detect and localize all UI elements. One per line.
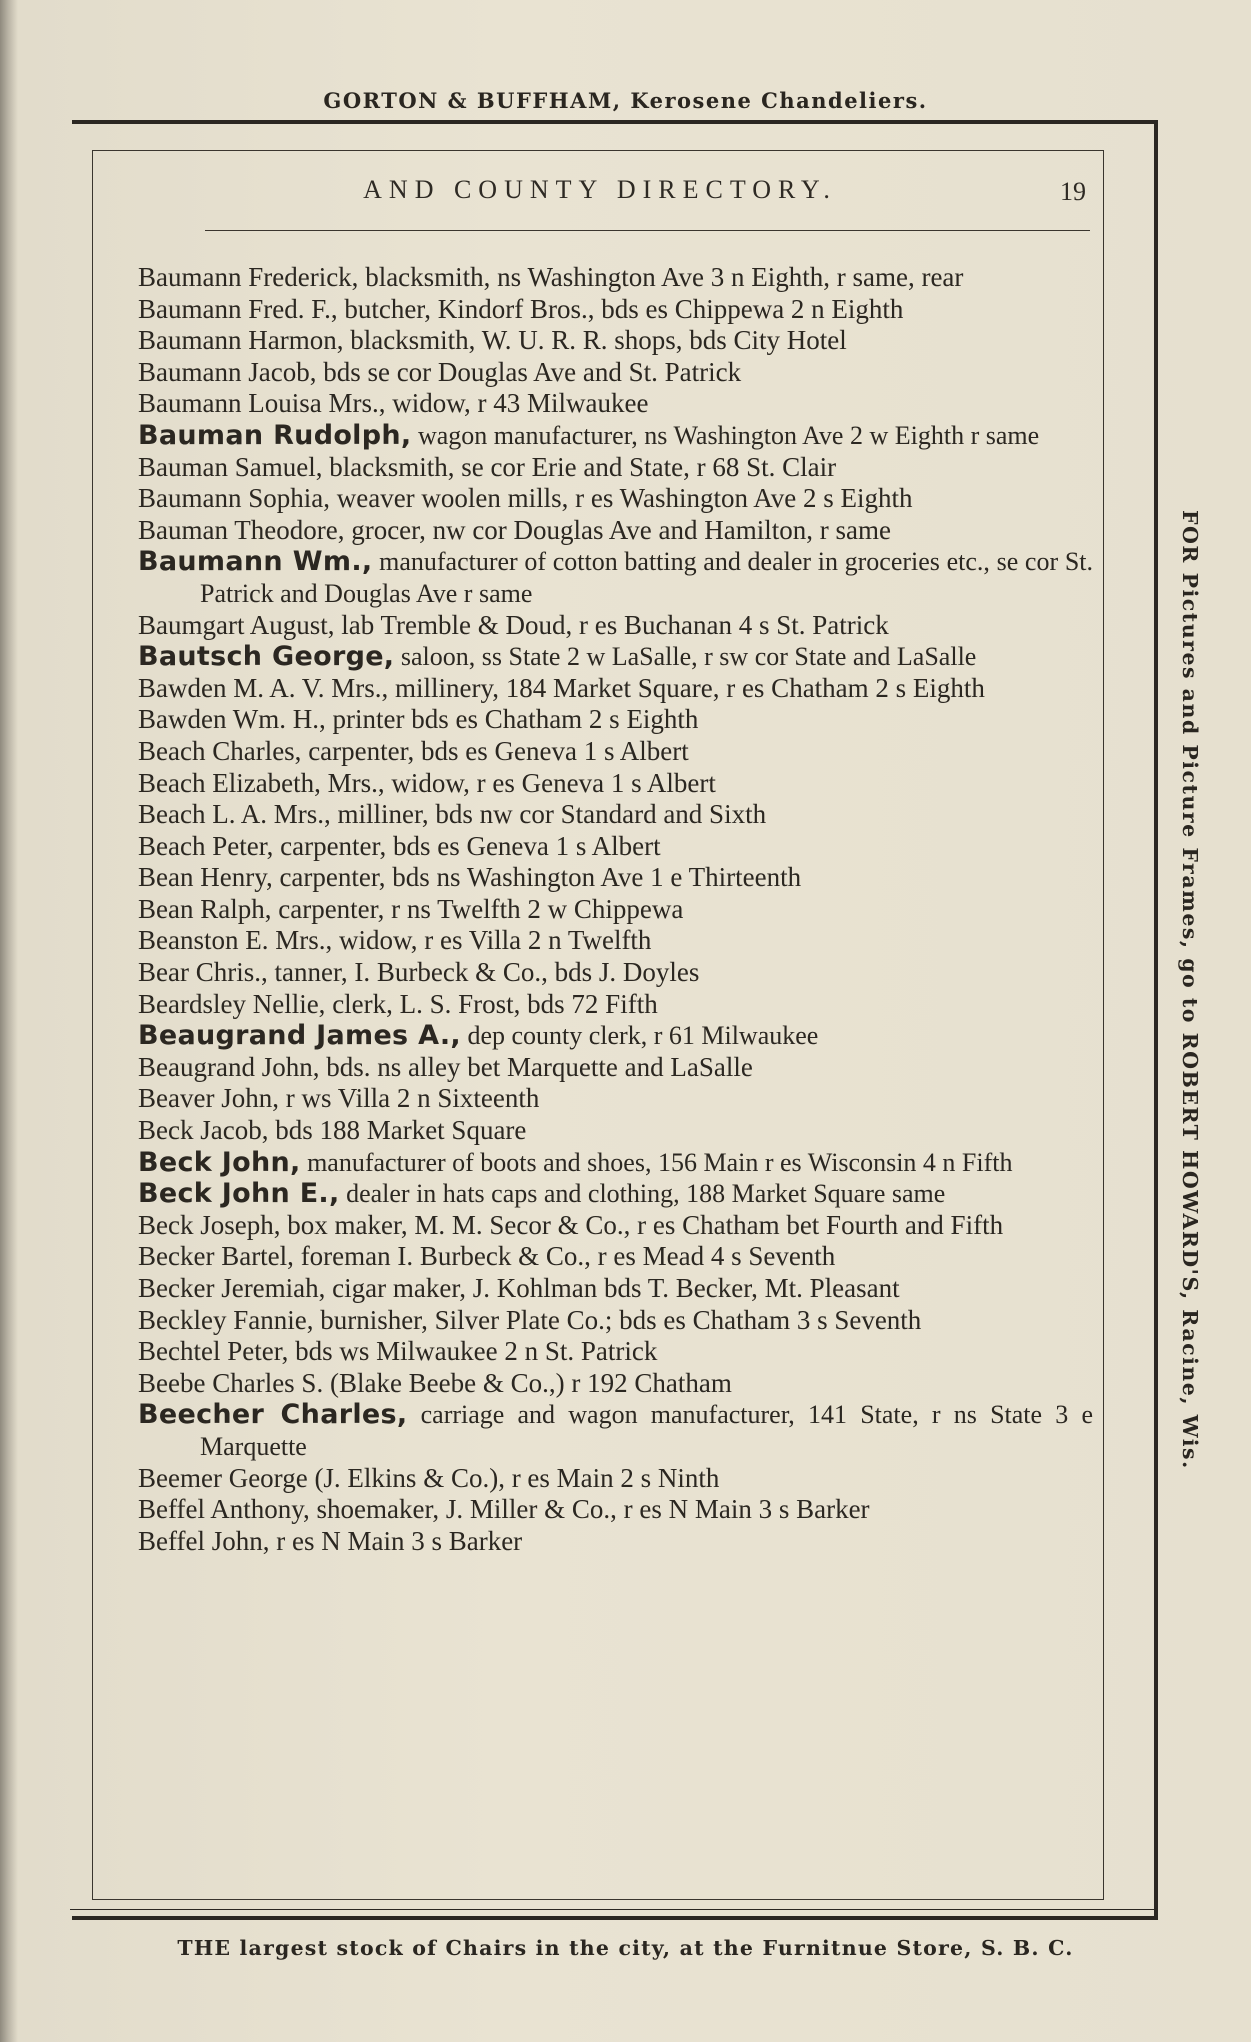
page-number: 19 (1060, 177, 1086, 206)
entry-details: milliner, bds nw cor Standard and Sixth (330, 799, 767, 830)
directory-entry (138, 294, 1093, 326)
entry-details: r es N Main 3 s Barker (269, 1525, 523, 1556)
entry-details: tanner, I. Burbeck & Co., bds J. Doyles (267, 957, 700, 988)
entry-name: Beemer George (138, 1462, 308, 1493)
entry-details: r ws Villa 2 n Sixteenth (278, 1083, 540, 1114)
directory-entry (138, 925, 1093, 957)
header-divider (205, 230, 1090, 231)
entry-details: manufacturer of boots and shoes, 156 Main r es Wisconsin 4 n Fifth (300, 1147, 1013, 1177)
entry-name: Beebe Charles S. (138, 1367, 324, 1398)
directory-entry (138, 1273, 1093, 1305)
entry-name: Baumgart August, (138, 609, 335, 640)
directory-entry (138, 799, 1093, 831)
entry-name: Beach L. A. Mrs., (138, 799, 331, 830)
side-advert: FOR Pictures and Picture Frames, go to ROBERT HOWARD'S, Racine, Wis. (1178, 510, 1202, 1470)
entry-name: Baumann Harmon, (138, 325, 344, 356)
entry-name: Baumann Jacob, (138, 356, 317, 387)
entry-name: Baumann Wm., (138, 546, 373, 578)
entry-details: dealer in hats caps and clothing, 188 Market Square same (339, 1179, 946, 1209)
entry-details: (J. Elkins & Co.), r es Main 2 s Ninth (307, 1462, 720, 1493)
directory-entry (138, 831, 1093, 863)
entry-details: widow, r es Geneva 1 s Albert (384, 767, 716, 798)
entry-details: bds se cor Douglas Ave and St. Patrick (316, 356, 742, 387)
directory-entry (138, 515, 1093, 547)
entry-name: Beach Charles, (138, 735, 302, 766)
entry-name: Beaugrand John, (138, 1051, 320, 1082)
entry-name: Baumann Sophia, (138, 483, 330, 514)
entry-name: Bauman Theodore, (138, 514, 345, 545)
entry-name: Becker Jeremiah, (138, 1273, 326, 1303)
entry-details: cigar maker, J. Kohlman bds T. Becker, Mt. Pleasant (325, 1273, 900, 1303)
entry-name: Baumann Louisa Mrs., (138, 388, 386, 419)
directory-entry (138, 357, 1093, 389)
entry-details: bds. ns alley bet Marquette and LaSalle (319, 1051, 753, 1082)
entry-details: printer bds es Chatham 2 s Eighth (325, 704, 699, 735)
entry-name: Beck John, (138, 1146, 301, 1178)
entry-details: manufacturer of cotton batting and dealer in groceries etc., se cor St. Patrick and Douglas Ave r same (200, 547, 1093, 608)
entry-name: Beaugrand James A., (138, 1020, 461, 1052)
entry-details: foreman I. Burbeck & Co., r es Mead 4 s Seventh (293, 1241, 836, 1272)
directory-entry (138, 1115, 1093, 1147)
entry-details: carpenter, r ns Twelfth 2 w Chippewa (271, 893, 684, 924)
directory-entry (138, 1336, 1093, 1368)
entry-details: carpenter, bds ns Washington Ave 1 e Thirteenth (272, 862, 802, 893)
entry-details: bds ws Milwaukee 2 n St. Patrick (288, 1336, 658, 1367)
entry-name: Baumann Fred. F., (138, 293, 338, 324)
entry-details: (Blake Beebe & Co.,) r 192 Chatham (323, 1367, 732, 1398)
directory-entry (138, 1241, 1093, 1273)
directory-entry (138, 1210, 1093, 1242)
top-header-advert: GORTON & BUFFHAM, Kerosene Chandeliers. (323, 88, 928, 113)
entry-details: weaver woolen mills, r es Washington Ave 2 s Eighth (329, 483, 913, 514)
entry-details: clerk, L. S. Frost, bds 72 Fifth (325, 988, 658, 1019)
directory-entry (138, 1020, 1093, 1052)
directory-entry (138, 1305, 1093, 1337)
directory-entry (138, 1399, 1093, 1462)
entry-name: Baumann Frederick, (138, 262, 359, 292)
entry-details: shoemaker, J. Miller & Co., r es N Main 3 s Barker (309, 1494, 870, 1525)
entry-name: Beck John E., (138, 1178, 340, 1210)
entry-details: butcher, Kindorf Bros., bds es Chippewa 2 n Eighth (337, 293, 904, 324)
entry-name: Beardsley Nellie, (138, 988, 326, 1019)
entry-details: blacksmith, se cor Erie and State, r 68 St. Clair (322, 451, 837, 482)
directory-entry (138, 483, 1093, 515)
entry-name: Beaver John, (138, 1083, 279, 1114)
entry-details: burnisher, Silver Plate Co.; bds es Chatham 3 s Seventh (313, 1304, 922, 1335)
directory-entry (138, 388, 1093, 420)
entry-details: box maker, M. M. Secor & Co., r es Chatham bet Fourth and Fifth (280, 1209, 1004, 1240)
entry-name: Beach Elizabeth, Mrs., (138, 767, 385, 798)
directory-entry (138, 325, 1093, 357)
entry-name: Bechtel Peter, (138, 1336, 289, 1367)
directory-entry (138, 1052, 1093, 1084)
directory-entry (138, 452, 1093, 484)
entry-name: Beck Jacob, (138, 1115, 269, 1146)
directory-entry (138, 641, 1093, 673)
directory-entry (138, 1526, 1093, 1558)
entry-name: Beffel Anthony, (138, 1494, 310, 1525)
entry-details: carpenter, bds es Geneva 1 s Albert (273, 830, 661, 861)
entry-details: widow, r es Villa 2 n Twelfth (332, 925, 652, 956)
entry-name: Bean Ralph, (138, 893, 272, 924)
entry-name: Bawden M. A. V. Mrs., (138, 672, 389, 703)
entry-name: Beach Peter, (138, 830, 274, 861)
entry-name: Beanston E. Mrs., (138, 925, 333, 956)
entry-details: blacksmith, W. U. R. R. shops, bds City Hotel (343, 325, 847, 356)
directory-entry (138, 862, 1093, 894)
directory-entry (138, 546, 1093, 609)
entry-name: Bear Chris., (138, 957, 268, 988)
directory-entry (138, 262, 1093, 294)
entry-name: Beck Joseph, (138, 1209, 281, 1240)
directory-entry (138, 673, 1093, 705)
entry-details: blacksmith, ns Washington Ave 3 n Eighth, r same, rear (358, 262, 964, 292)
directory-entry (138, 610, 1093, 642)
entry-details: grocer, nw cor Douglas Ave and Hamilton, r same (344, 514, 891, 545)
directory-entry (138, 1147, 1093, 1179)
entry-details: millinery, 184 Market Square, r es Chatham 2 s Eighth (388, 672, 985, 703)
directory-entry (138, 1494, 1093, 1526)
directory-entry (138, 420, 1093, 452)
entry-details: carpenter, bds es Geneva 1 s Albert (301, 735, 689, 766)
directory-entry (138, 957, 1093, 989)
directory-entry (138, 736, 1093, 768)
entry-name: Becker Bartel, (138, 1241, 294, 1272)
directory-entry (138, 1463, 1093, 1495)
entry-details: lab Tremble & Doud, r es Buchanan 4 s St. Patrick (334, 609, 889, 640)
entry-name: Beffel John, (138, 1525, 270, 1556)
entry-name: Bautsch George, (138, 641, 395, 673)
directory-entry (138, 989, 1093, 1021)
entry-details: dep county clerk, r 61 Milwaukee (460, 1021, 819, 1051)
directory-entry (138, 768, 1093, 800)
entry-details: bds 188 Market Square (268, 1115, 527, 1146)
entry-name: Bean Henry, (138, 862, 273, 893)
directory-entry (138, 1083, 1093, 1115)
footer-advert: THE largest stock of Chairs in the city, at the Furnitnue Store, S. B. C. (177, 1936, 1074, 1960)
entry-name: Bauman Samuel, (138, 451, 323, 482)
directory-entry (138, 1368, 1093, 1400)
directory-entry (138, 704, 1093, 736)
entry-details: saloon, ss State 2 w LaSalle, r sw cor State and LaSalle (394, 642, 977, 672)
directory-entries (138, 262, 1093, 1557)
entry-name: Bauman Rudolph, (138, 419, 412, 451)
page-title: AND COUNTY DIRECTORY. (363, 175, 837, 204)
entry-details: carriage and wagon manufacturer, 141 State, r ns State 3 e Marquette (200, 1400, 1093, 1461)
directory-entry (138, 1178, 1093, 1210)
entry-name: Bawden Wm. H., (138, 704, 326, 735)
entry-name: Beckley Fannie, (138, 1304, 314, 1335)
entry-name: Beecher Charles, (138, 1399, 408, 1431)
entry-details: widow, r 43 Milwaukee (385, 388, 649, 419)
directory-entry (138, 894, 1093, 926)
entry-details: wagon manufacturer, ns Washington Ave 2 w Eighth r same (411, 420, 1040, 450)
